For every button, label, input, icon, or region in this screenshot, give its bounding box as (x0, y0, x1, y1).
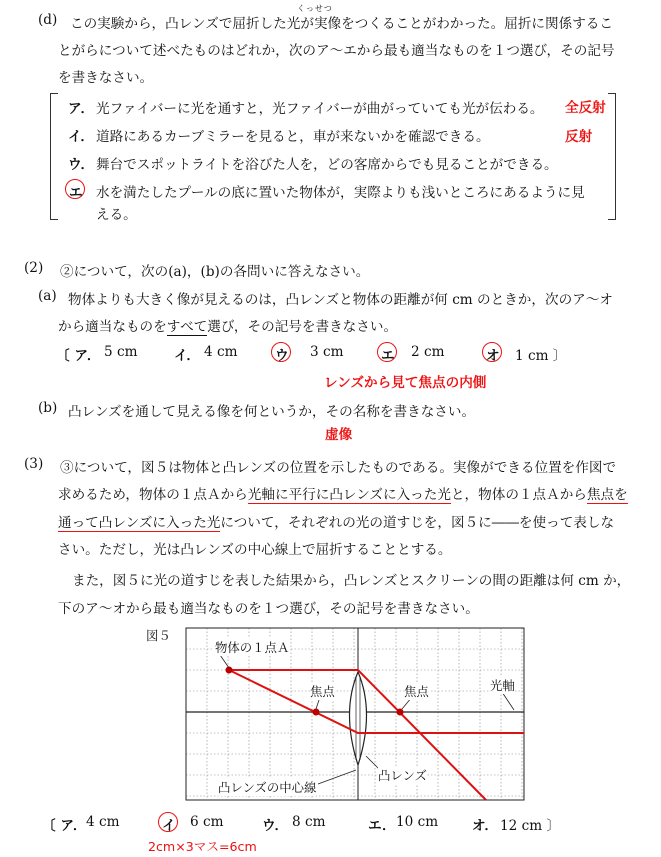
q3-choice-a-value: 4 cm (86, 814, 120, 830)
q2b-line: 凸レンズを通して見える像を何というか，その名称を書きなさい。 (68, 404, 476, 420)
q3-line6: 下のア～オから最も適当なものを１つ選び，その記号を書きなさい。 (58, 601, 479, 617)
q3-line1: ③について，図５は物体と凸レンズの位置を示したものである。実像ができる位置を作図で (60, 460, 617, 476)
q3-line3-post: について，それぞれの光の道すじを，図５に――を使って表しな (220, 515, 615, 531)
q2a-choice-e-value: 2 cm (411, 344, 445, 360)
q2-number: (2) (24, 260, 44, 276)
q3-answer: 2cm×3マス=6cm (148, 839, 257, 854)
figure-label-centerline: 凸レンズの中心線 (218, 780, 317, 795)
option-i-note: 反射 (565, 129, 593, 145)
leader-axis (502, 692, 514, 710)
leader-centerline (318, 770, 356, 784)
q2a-choice-o-label: オ (486, 348, 500, 364)
option-e-text: 水を満たしたプールの底に置いた物体が，実際よりも浅いところにあるように見 (96, 185, 585, 201)
q3-choice-i-label: イ (162, 818, 176, 834)
option-u-label: ウ． (68, 157, 95, 173)
q2a-choice-o-value: 1 cm 〕 (515, 348, 567, 364)
q2a-line2-pre: から適当なものを (58, 319, 167, 335)
option-a-note: 全反射 (565, 100, 606, 116)
q2a-choice-a-value: 5 cm (104, 344, 138, 360)
q1d-line1: この実験から，凸レンズで屈折した光が実像をつくることがわかった。屈折に関係するこ (70, 16, 613, 32)
q1d-line3: を書きなさい。 (58, 70, 154, 86)
q1d-line2: とがらについて述べたものはどれか，次のア～エから最も適当なものを１つ選び，その記号 (58, 43, 615, 59)
q3-line2-underline1: 光軸に平行に凸レンズに入った光 (247, 487, 451, 503)
q2a-answer: レンズから見て焦点の内側 (324, 375, 487, 391)
q3-line2-mid: と，物体の１点Ａから (450, 487, 587, 503)
q2b-number: (b) (38, 400, 58, 416)
q3-line2-pre: 求めるため，物体の１点Ａから (58, 487, 248, 503)
focus-right-point (397, 709, 404, 716)
q2b-answer: 虚像 (325, 427, 353, 443)
option-e-text2: える。 (96, 207, 137, 223)
q3-choice-i-value: 6 cm (190, 814, 224, 830)
q2a-line2-underlined: すべて (166, 319, 208, 335)
q2a-choice-u-value: 3 cm (310, 344, 344, 360)
q2a-line2-post: 選び，その記号を書きなさい。 (207, 319, 398, 335)
q3-choice-o-value: 12 cm 〕 (500, 818, 561, 834)
figure-5-label: 図５ (146, 628, 171, 643)
q2a-choice-e-label: エ (381, 348, 395, 364)
option-u-text: 舞台でスポットライトを浴びた人を，どの客席からでも見ることができる。 (96, 157, 558, 173)
q3-line5: また，図５に光の道すじを表した結果から，凸レンズとスクリーンの間の距離は何 cm か， (72, 573, 631, 589)
q2a-choice-u-label: ウ (275, 348, 289, 364)
q3-line3-underline: 通って凸レンズに入った光 (58, 515, 221, 531)
q2-intro: ②について，次の(a)，(b)の各問いに答えなさい。 (60, 264, 370, 280)
q2a-number: (a) (38, 288, 57, 304)
figure-label-point-a: 物体の１点Ａ (215, 640, 290, 655)
q3-choice-e-value: 10 cm (396, 814, 439, 830)
option-e-label: エ (69, 185, 83, 201)
q2a-choice-a-label: 〔 ア． (56, 348, 101, 364)
q3-choice-e-label: エ． (368, 818, 396, 834)
q3-choice-o-label: オ． (472, 818, 498, 834)
option-i-label: イ． (68, 129, 94, 145)
option-a-label: ア． (68, 101, 95, 117)
q3-line2-underline2: 焦点を (586, 487, 628, 503)
figure-label-focus-right: 焦点 (404, 684, 429, 699)
q3-choice-u-label: ウ． (262, 818, 289, 834)
q3-line4: さい。ただし，光は凸レンズの中心線上で屈折することとする。 (58, 542, 452, 558)
option-a-text: 光ファイバーに光を通すと，光ファイバーが曲がっていても光が伝わる。 (96, 101, 544, 117)
q3-number: (3) (24, 456, 44, 472)
focus-left-point (313, 709, 320, 716)
convex-lens (350, 672, 367, 765)
ruby-kussetsu: くっせつ (297, 4, 333, 13)
q2a-choice-i-value: 4 cm (204, 344, 238, 360)
q3-choice-u-value: 8 cm (292, 814, 326, 830)
option-i-text: 道路にあるカーブミラーを見ると，車が来ないかを確認できる。 (96, 129, 490, 145)
q3-choice-a-label: 〔 ア． (42, 818, 87, 834)
q1d-number: (d) (38, 12, 58, 28)
figure-label-focus-left: 焦点 (310, 684, 335, 699)
q2a-choice-i-label: イ． (174, 348, 200, 364)
q2a-line1: 物体よりも大きく像が見えるのは，凸レンズと物体の距離が何 cm のときか，次のア～オ (68, 292, 613, 308)
figure-label-axis: 光軸 (490, 678, 515, 693)
figure-label-lens: 凸レンズ (378, 768, 427, 783)
